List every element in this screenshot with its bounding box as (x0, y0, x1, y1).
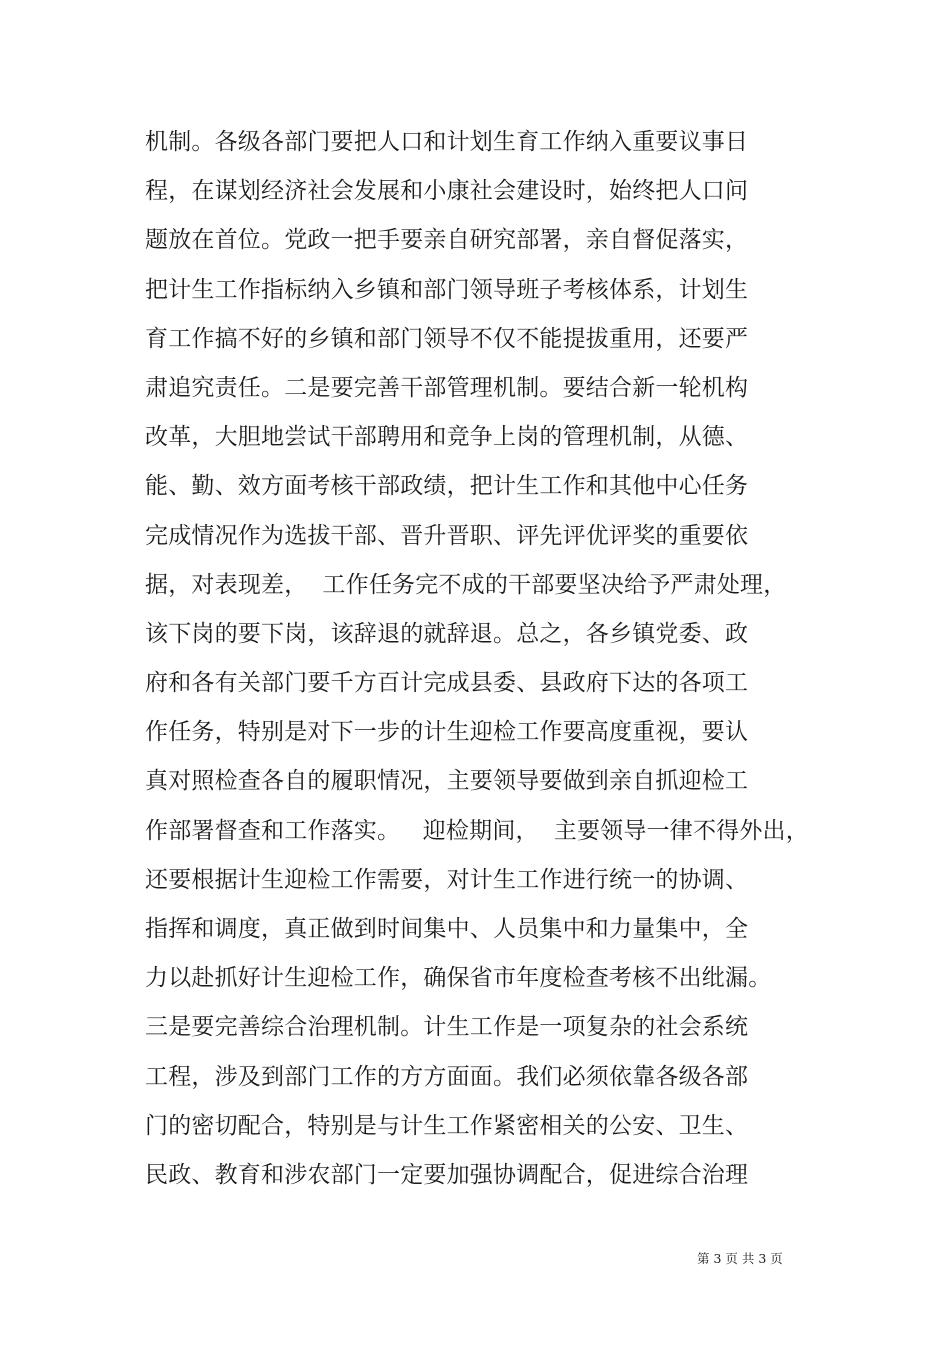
text-line: 程，在谋划经济社会发展和小康社会建设时，始终把人口问 (145, 178, 749, 205)
text-line: 完成情况作为选拔干部、晋升晋职、评先评优评奖的重要依 (145, 522, 749, 549)
text-line: 能、勤、效方面考核干部政绩，把计生工作和其他中心任务 (145, 473, 749, 500)
text-line: 该下岗的要下岗，该辞退的就辞退。总之，各乡镇党委、政 (145, 620, 749, 647)
text-line: 三是要完善综合治理机制。计生工作是一项复杂的社会系统 (145, 1014, 749, 1041)
text-line: 肃追究责任。二是要完善干部管理机制。要结合新一轮机构 (145, 374, 749, 401)
text-line: 育工作搞不好的乡镇和部门领导不仅不能提拔重用，还要严 (145, 325, 749, 352)
text-line: 门的密切配合，特别是与计生工作紧密相关的公安、卫生、 (145, 1112, 749, 1139)
text-line: 题放在首位。党政一把手要亲自研究部署，亲自督促落实， (145, 227, 749, 254)
text-line: 还要根据计生迎检工作需要，对计生工作进行统一的协调、 (145, 866, 749, 893)
text-line: 作部署督查和工作落实。 迎检期间， 主要领导一律不得外出， (145, 817, 809, 844)
text-line: 真对照检查各自的履职情况，主要领导要做到亲自抓迎检工 (145, 768, 749, 795)
text-line: 改革，大胆地尝试干部聘用和竞争上岗的管理机制，从德、 (145, 424, 749, 451)
text-line: 据，对表现差， 工作任务完不成的干部要坚决给予严肃处理， (145, 571, 787, 598)
page-number-footer: 第 3 页 共 3 页 (697, 1251, 783, 1266)
text-line: 工程，涉及到部门工作的方方面面。我们必须依靠各级各部 (145, 1063, 749, 1090)
body-text (145, 118, 825, 1200)
text-line: 民政、教育和涉农部门一定要加强协调配合，促进综合治理 (145, 1161, 749, 1188)
text-line: 作任务，特别是对下一步的计生迎检工作要高度重视，要认 (145, 719, 749, 746)
text-line: 力以赴抓好计生迎检工作，确保省市年度检查考核不出纰漏。 (145, 965, 772, 992)
text-line: 机制。各级各部门要把人口和计划生育工作纳入重要议事日 (145, 129, 749, 155)
text-line: 府和各有关部门要千方百计完成县委、县政府下达的各项工 (145, 670, 749, 697)
text-line: 把计生工作指标纳入乡镇和部门领导班子考核体系，计划生 (145, 276, 749, 303)
text-line: 指挥和调度，真正做到时间集中、人员集中和力量集中，全 (145, 916, 749, 942)
